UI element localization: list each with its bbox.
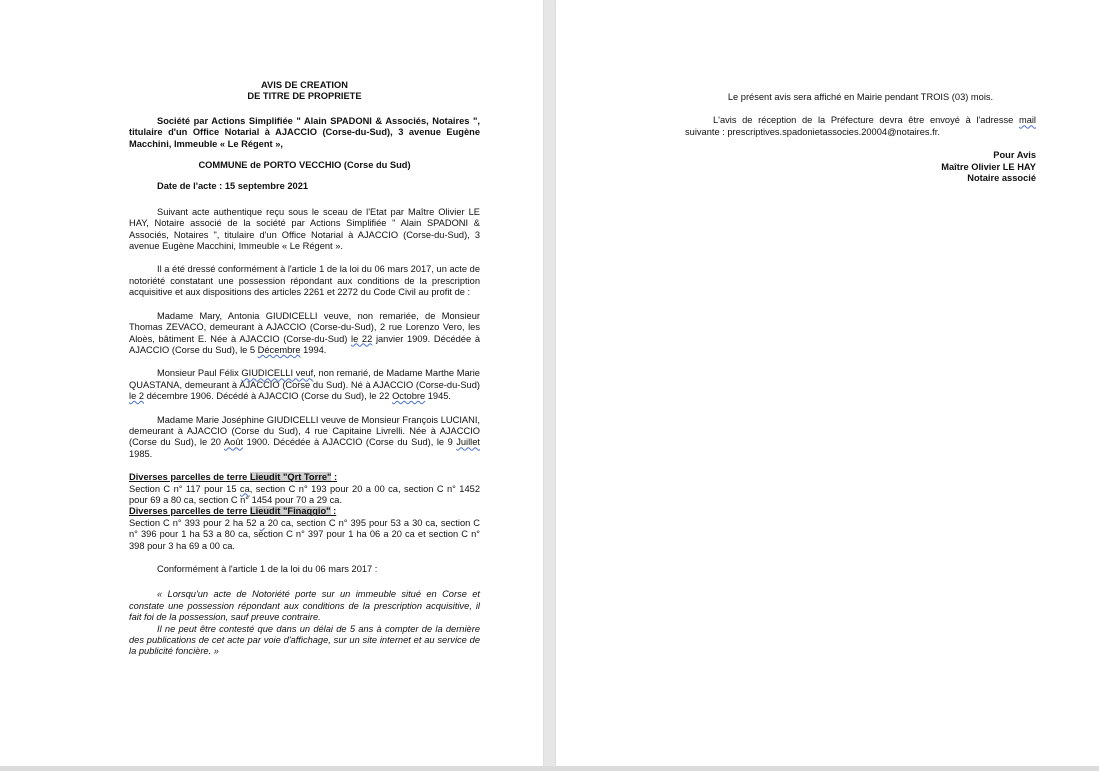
person-2-text-b: GIUDICELLI veuf bbox=[241, 368, 314, 379]
viewer-bottom-strip bbox=[0, 766, 1099, 771]
person-3-text-a: Madame Marie Joséphine GIUDICELLI veuve de Monsieur François LUCIANI, demeurant à AJACCIO (Corse du Sud), 4 rue Capitaine Livrelli. Née à AJACCIO (Corse du Sud), le 20 bbox=[129, 414, 480, 448]
person-1-text-e: 1994. bbox=[300, 344, 327, 355]
parcels-2-heading-suffix: : bbox=[330, 506, 337, 517]
company-paragraph: Société par Actions Simplifiée " Alain SPADONI & Associés, Notaires ", titulaire d'un Office Notarial à AJACCIO (Corse-du-Sud), 3 avenue Eugène Macchini, Immeuble « Le Régent », bbox=[129, 115, 480, 149]
person-2-text-c: , non remarié, de Madame Marthe Marie QUASTANA, demeurant à AJACCIO (Corse du Sud). Né à AJACCIO (Corse-du-Sud) bbox=[129, 368, 480, 390]
acte-date: Date de l'acte : 15 septembre 2021 bbox=[157, 181, 309, 192]
parcels-2-text-b: a bbox=[259, 517, 265, 528]
signature-line-3: Notaire associé bbox=[967, 173, 1036, 184]
person-1-text-b: le 22 bbox=[351, 333, 373, 344]
person-3-text-b: Août bbox=[223, 437, 244, 448]
parcels-1-heading bbox=[129, 472, 480, 483]
parcels-1-text-a: Section C n° 117 pour 15 bbox=[129, 483, 240, 494]
parcels-1-lieudit: Lieudit "Qrt Torre" bbox=[249, 472, 332, 483]
parcels-1-text bbox=[129, 484, 480, 507]
parcels-2-heading bbox=[129, 506, 480, 517]
title-line-2: DE TITRE DE PROPRIETE bbox=[247, 91, 362, 102]
parcels-1-heading-prefix: Diverses parcelles de terre bbox=[129, 472, 250, 483]
article-paragraph: Il a été dressé conformément à l'article 1 de la loi du 06 mars 2017, un acte de notoriété constatant une possession répondant aux conditions de la prescription acquisitive et aux dispositions des articles 2261 et 2272 du Code Civil au profit de : bbox=[129, 264, 480, 298]
avis-text-a: L'avis de réception de la Préfecture devra être envoyé à l'adresse bbox=[713, 115, 1019, 126]
person-1-text-c: janvier 1909. Décédée à AJACCIO (Corse du Sud), le 5 bbox=[129, 333, 480, 355]
right-text-column bbox=[685, 92, 1036, 184]
person-1-text-d: Décembre bbox=[257, 344, 301, 355]
person-2-text-g: 1945. bbox=[425, 391, 451, 402]
parcels-2-text-a: Section C n° 393 pour 2 ha 52 bbox=[129, 517, 260, 528]
parcels-2-heading-prefix: Diverses parcelles de terre bbox=[129, 506, 250, 517]
parcels-1-heading-suffix: : bbox=[331, 472, 338, 483]
person-2-text-f: Octobre bbox=[392, 391, 426, 402]
title-line-1: AVIS DE CREATION bbox=[261, 80, 348, 90]
person-2-paragraph bbox=[129, 368, 480, 402]
quote-paragraph-2: Il ne peut être contesté que dans un délai de 5 ans à compter de la dernière des publications de cet acte par voie d'affichage, sur un site internet et au service de la publicité foncière. » bbox=[129, 623, 480, 657]
signature-line-2: Maître Olivier LE HAY bbox=[941, 161, 1036, 172]
parcels-1-text-c: , section C n° 193 pour 20 a 00 ca, section C n° 1452 pour 69 a 80 ca, section C n° 1454 pour 70 a 29 ca. bbox=[129, 483, 480, 505]
person-2-text-a: Monsieur Paul Félix bbox=[157, 368, 242, 379]
avis-mail-word: mail bbox=[1018, 115, 1036, 126]
parcels-1-text-b: ca bbox=[239, 483, 250, 494]
commune-line: COMMUNE de PORTO VECCHIO (Corse du Sud) bbox=[198, 160, 411, 171]
person-3-text-d: Juillet bbox=[456, 437, 481, 448]
left-text-column bbox=[129, 80, 480, 658]
intro-paragraph: Suivant acte authentique reçu sous le sceau de l'Etat par Maître Olivier LE HAY, Notaire associé de la société par Actions Simplifiée " Alain SPADONI & Associés, Notaires ", titulaire d'un Office Notarial à AJACCIO (Corse-du-Sud), 3 avenue Eugène Macchini, Immeuble « Le Régent ». bbox=[129, 206, 480, 252]
person-1-text-a: Madame Mary, Antonia GIUDICELLI veuve, non remariée, de Monsieur Thomas ZEVACO, demeurant à AJACCIO (Corse-du-Sud), 2 rue Lorenzo Vero, les Aloès, bâtiment E. Née à AJACCIO (Corse-du-Sud) bbox=[129, 310, 480, 344]
signature-line-1: Pour Avis bbox=[993, 150, 1036, 161]
parcels-2-lieudit: Lieudit "Finaggio" bbox=[249, 506, 331, 517]
quote-paragraph-1: « Lorsqu'un acte de Notoriété porte sur un immeuble situé en Corse et constate une possession répondant aux conditions de la prescription acquisitive, il fait foi de la possession, sauf preuve contraire. bbox=[129, 589, 480, 623]
person-3-text-e: 1985. bbox=[129, 448, 153, 459]
conformement-line: Conformément à l'article 1 de la loi du 06 mars 2017 : bbox=[157, 564, 378, 574]
person-2-text-d: le 2 bbox=[129, 391, 144, 402]
person-1-paragraph bbox=[129, 311, 480, 357]
person-3-text-c: 1900. Décédée à AJACCIO (Corse du Sud), le 9 bbox=[243, 437, 457, 448]
person-2-text-e: décembre 1906. Décédé à AJACCIO (Corse du Sud), le 22 bbox=[144, 391, 393, 402]
affichage-line: Le présent avis sera affiché en Mairie pendant TROIS (03) mois. bbox=[727, 92, 994, 102]
parcels-2-text bbox=[129, 518, 480, 552]
avis-reception-paragraph bbox=[685, 115, 1036, 138]
document-page-left bbox=[0, 0, 543, 766]
parcels-2-text-c: 20 ca, section C n° 395 pour 53 a 30 ca, section C n° 396 pour 1 ha 53 a 80 ca, section C n° 397 pour 1 ha 06 a 20 ca et section C n° 398 pour 3 ha 69 a 00 ca. bbox=[129, 517, 480, 551]
person-3-paragraph bbox=[129, 415, 480, 461]
avis-text-b: suivante : prescriptives.spadonietassocies.20004@notaires.fr. bbox=[685, 126, 940, 137]
